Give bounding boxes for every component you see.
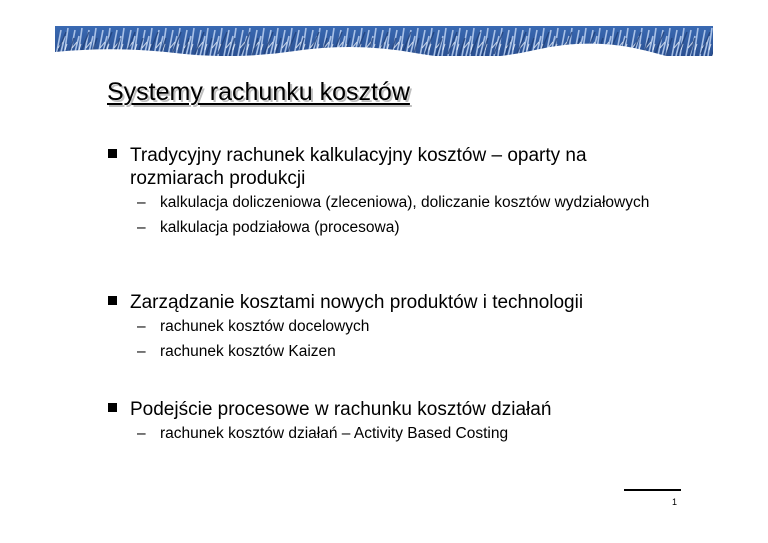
sub-item-text: rachunek kosztów działań – Activity Based Costing [160,425,509,442]
bullet-item [108,291,668,367]
sub-item [137,218,668,237]
sub-item [137,424,668,443]
sub-list [108,317,668,361]
bullet-text: Tradycyjny rachunek kalkulacyjny kosztów – oparty na rozmiarach produkcji [130,145,587,189]
bullet-item [108,398,668,449]
page-number: 1 [672,497,678,507]
bullet-item [108,144,668,243]
banner-texture-icon [55,26,713,56]
sub-item-text: kalkulacja podziałowa (procesowa) [160,219,400,236]
sub-item-text: rachunek kosztów docelowych [160,318,370,335]
dash-marker: – [137,425,146,442]
bullet-text: Zarządzanie kosztami nowych produktów i technologii [130,292,584,313]
square-bullet-icon [108,296,117,305]
sub-item [137,317,668,336]
sub-item [137,342,668,361]
dash-marker: – [137,343,146,360]
slide-title: Systemy rachunku kosztów [107,78,410,106]
dash-marker: – [137,219,146,236]
header-banner [55,26,713,56]
square-bullet-icon [108,403,117,412]
square-bullet-icon [108,149,117,158]
sub-list [108,424,668,443]
dash-marker: – [137,194,146,211]
sub-item-text: kalkulacja doliczeniowa (zleceniowa), doliczanie kosztów wydziałowych [160,194,650,211]
footer-rule [624,489,681,491]
sub-list [108,193,668,237]
sub-item-text: rachunek kosztów Kaizen [160,343,336,360]
bullet-text: Podejście procesowe w rachunku kosztów działań [130,399,552,420]
dash-marker: – [137,318,146,335]
sub-item [137,193,668,212]
